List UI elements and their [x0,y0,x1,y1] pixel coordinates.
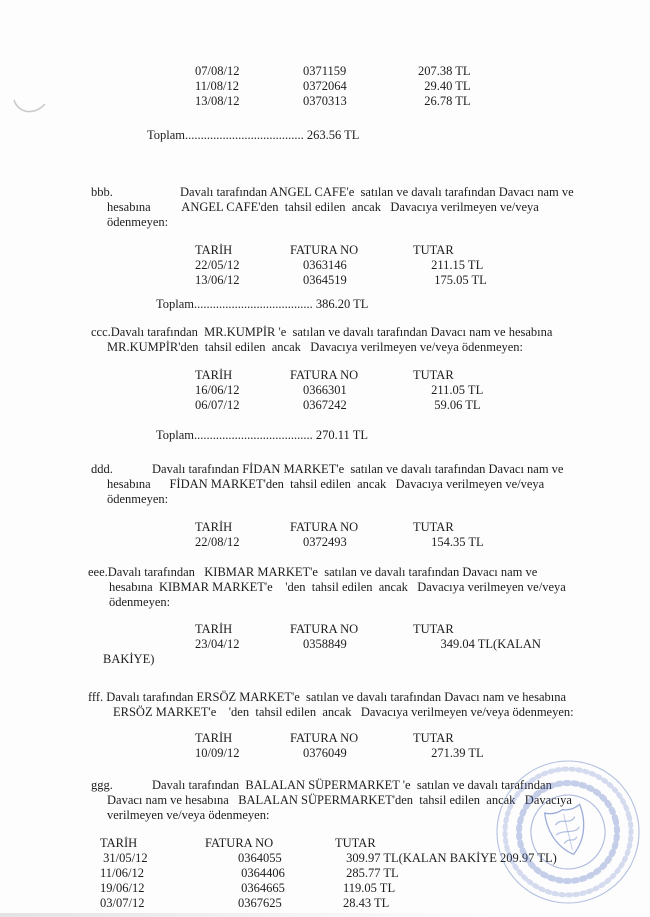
invoice-date: 06/07/12 [195,398,240,412]
paragraph-line: Davacı nam ve hesabına BALALAN SÜPERMARKET'den tahsil edilen ancak Davacıya [107,793,572,807]
invoice-table-top [195,0,650,109]
col-header-invoice-no: FATURA NO [290,243,359,257]
paragraph-line: ödenmeyen: [107,215,169,229]
col-header-invoice-no: FATURA NO [290,368,359,382]
invoice-amount: 211.15 TL [428,258,484,272]
section-fff [0,690,650,761]
paragraph-line: eee.Davalı tarafından KIBMAR MARKET'e satılan ve davalı tarafından Davacı nam ve [88,565,538,579]
col-header-date: TARİH [195,520,233,534]
invoice-number: 0364055 [238,851,282,865]
section-label: ggg. [91,778,113,792]
invoice-amount: 29.40 TL [418,79,471,93]
section-bbb [0,185,650,312]
invoice-amount: 28.43 TL [343,896,390,910]
total-value: 386.20 TL [312,297,369,311]
col-header-invoice-no: FATURA NO [205,836,274,850]
total-value: 263.56 TL [303,128,360,142]
invoice-number: 0367242 [303,398,347,412]
invoice-amount: 175.05 TL [428,273,487,287]
pen-mark [12,97,48,117]
paragraph-line: MR.KUMPİR'den tahsil edilen ancak Davacıya verilmeyen ve/veya ödenmeyen: [107,340,524,354]
invoice-number: 0371159 [303,64,347,78]
total-line [156,428,650,443]
invoice-amount: 285.77 TL [343,866,399,880]
paragraph-line: hesabına ANGEL CAFE'den tahsil edilen ancak Davacıya verilmeyen ve/veya [107,200,539,214]
total-label: Toplam [147,128,186,142]
paragraph-line: ödenmeyen: [109,595,171,609]
paragraph-line: ödenmeyen: [107,492,169,506]
invoice-date: 19/06/12 [100,881,145,895]
invoice-amount: 59.06 TL [428,398,481,412]
invoice-date: 13/08/12 [195,94,240,108]
invoice-amount: 26.78 TL [418,94,471,108]
section-ddd [0,462,650,550]
invoice-date: 22/08/12 [195,535,240,549]
invoice-number: 0367625 [238,896,282,910]
invoice-table [195,243,650,288]
paragraph-line: Davalı tarafından ANGEL CAFE'e satılan ve davalı tarafından Davacı nam ve [180,185,574,199]
col-header-amount: TUTAR [413,368,454,382]
total-label: Toplam [156,297,195,311]
invoice-table [195,368,650,413]
col-header-amount: TUTAR [335,836,376,850]
paragraph-line: fff. Davalı tarafından ERSÖZ MARKET'e satılan ve davalı tarafından Davacı nam ve hesabına [88,690,567,704]
col-header-date: TARİH [195,622,233,636]
col-header-amount: TUTAR [413,622,454,636]
invoice-date: 03/07/12 [100,896,145,910]
col-header-amount: TUTAR [413,520,454,534]
invoice-date: 23/04/12 [195,637,240,651]
section-label: ddd. [91,462,113,476]
invoice-amount: 349.04 TL(KALAN [428,637,541,651]
invoice-date: 16/06/12 [195,383,240,397]
invoice-amount: 271.39 TL [428,746,484,760]
col-header-amount: TUTAR [413,243,454,257]
invoice-number: 0364406 [238,866,285,880]
paragraph-line: ccc.Davalı tarafından MR.KUMPİR 'e satılan ve davalı tarafından Davacı nam ve hesabına [91,325,553,339]
col-header-invoice-no: FATURA NO [290,622,359,636]
total-dots: ...................................... [194,297,313,311]
invoice-amount: 154.35 TL [428,535,484,549]
invoice-number: 0366301 [303,383,347,397]
total-label: Toplam [156,428,195,442]
paragraph-line: Davalı tarafından BALALAN SÜPERMARKET 'e satılan ve davalı tarafından [152,778,552,792]
invoice-number: 0372064 [303,79,347,93]
col-header-date: TARİH [100,836,138,850]
invoice-date: 07/08/12 [195,64,240,78]
section-ccc [0,325,650,443]
paragraph-line: Davalı tarafından FİDAN MARKET'e satılan ve davalı tarafından Davacı nam ve [152,462,564,476]
col-header-date: TARİH [195,368,233,382]
invoice-number: 0372493 [303,535,347,549]
scan-page-edge [0,913,650,917]
invoice-date: 22/05/12 [195,258,240,272]
invoice-date: 10/09/12 [195,746,240,760]
section-label: bbb. [91,185,113,199]
total-value: 270.11 TL [312,428,368,442]
paragraph-line: verilmeyen ve/veya ödenmeyen: [107,808,270,822]
invoice-table [100,836,650,911]
col-header-invoice-no: FATURA NO [290,731,359,745]
section-ggg [0,778,650,911]
paragraph-line: ERSÖZ MARKET'e 'den tahsil edilen ancak Davacıya verilmeyen ve/veya ödenmeyen: [113,705,574,719]
invoice-amount: 309.97 TL(KALAN BAKİYE 209.97 TL) [343,851,557,865]
invoice-table [195,622,650,652]
col-header-date: TARİH [195,731,233,745]
invoice-number: 0358849 [303,637,347,651]
invoice-table [195,520,650,550]
invoice-date: 11/06/12 [100,866,144,880]
invoice-table [195,731,650,761]
amount-overflow-line: BAKİYE) [103,652,155,666]
total-line [147,128,650,143]
total-dots: ...................................... [185,128,304,142]
invoice-date: 13/06/12 [195,273,240,287]
invoice-amount: 119.05 TL [343,881,396,895]
col-header-amount: TUTAR [413,731,454,745]
total-dots: ...................................... [194,428,313,442]
invoice-number: 0363146 [303,258,347,272]
invoice-amount: 211.05 TL [428,383,484,397]
invoice-amount: 207.38 TL [418,64,471,78]
col-header-invoice-no: FATURA NO [290,520,359,534]
invoice-number: 0376049 [303,746,347,760]
invoice-date: 11/08/12 [195,79,239,93]
invoice-date: 31/05/12 [100,851,148,865]
section-eee [0,565,650,667]
total-line [156,297,650,312]
invoice-number: 0364665 [238,881,285,895]
col-header-date: TARİH [195,243,233,257]
invoice-number: 0370313 [303,94,347,108]
paragraph-line: hesabına FİDAN MARKET'den tahsil edilen ancak Davacıya verilmeyen ve/veya [107,477,545,491]
invoice-number: 0364519 [303,273,347,287]
paragraph-line: hesabına KIBMAR MARKET'e 'den tahsil edilen ancak Davacıya verilmeyen ve/veya [109,580,566,594]
